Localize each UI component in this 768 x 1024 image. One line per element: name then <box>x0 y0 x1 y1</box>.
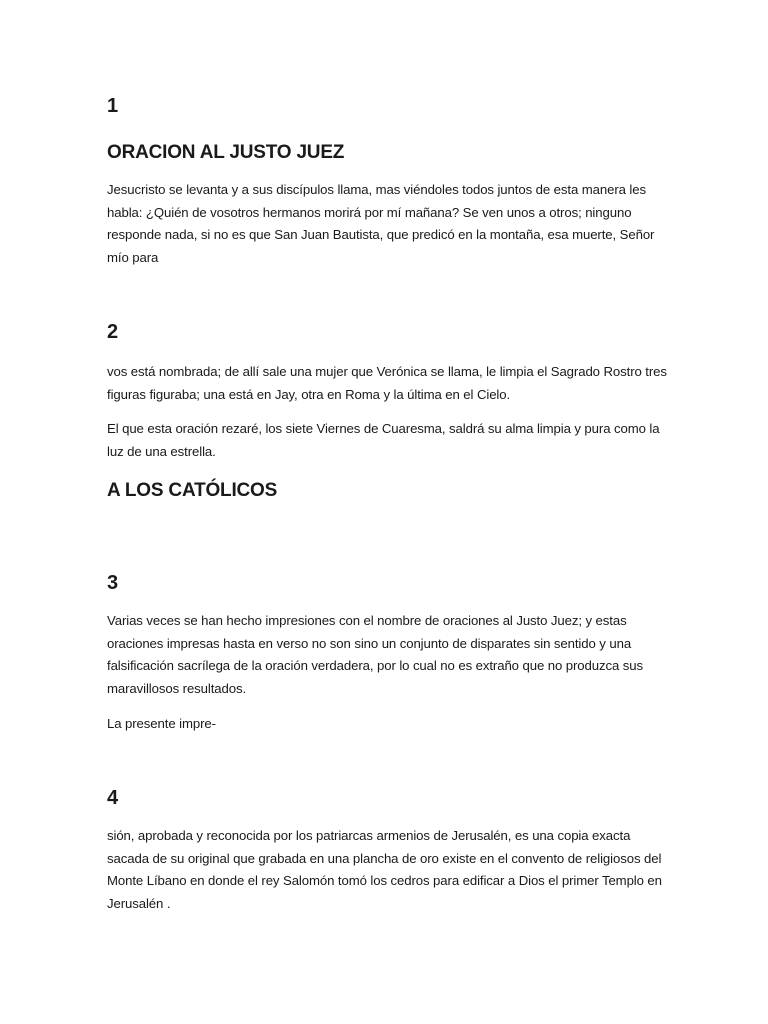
page-number-1: 1 <box>107 95 119 117</box>
page-number-4: 4 <box>107 787 119 809</box>
paragraph-intro: Jesucristo se levanta y a sus discípulos llama, mas viéndoles todos juntos de esta manera les habla: ¿Quién de vosotros hermanos morirá por mí mañana? Se ven unos a otros; ninguno responde nada, si no es que San Juan Bautista, que predicó en la montaña, esa muerte, Señor mío para <box>107 182 655 265</box>
paragraph-jerusalen: sión, aprobada y reconocida por los patriarcas armenios de Jerusalén, es una copia exacta sacada de su original que grabada en una plancha de oro existe en el convento de religiosos del Monte Líbano en donde el rey Salomón tomó los cedros para edificar a Dios el primer Templo en Jerusalén . <box>107 828 662 911</box>
prayer-title: ORACION AL JUSTO JUEZ <box>107 142 345 163</box>
section-heading-catolicos: A LOS CATÓLICOS <box>107 480 278 501</box>
paragraph-cuaresma: El que esta oración rezaré, los siete Viernes de Cuaresma, saldrá su alma limpia y pura como la luz de una estrella. <box>107 421 660 459</box>
paragraph-presente: La presente impre- <box>107 716 216 731</box>
paragraph-veronica: vos está nombrada; de allí sale una mujer que Verónica se llama, le limpia el Sagrado Rostro tres figuras figuraba; una está en Jay, otra en Roma y la última en el Cielo. <box>107 364 667 402</box>
paragraph-impresiones: Varias veces se han hecho impresiones con el nombre de oraciones al Justo Juez; y estas oraciones impresas hasta en verso no son sino un conjunto de disparates sin sentido y una falsificación sacrílega de la oración verdadera, por lo cual no es extraño que no produzca sus maravillosos resultados. <box>107 613 644 696</box>
page-number-2: 2 <box>107 321 119 343</box>
page-number-3: 3 <box>107 572 119 594</box>
